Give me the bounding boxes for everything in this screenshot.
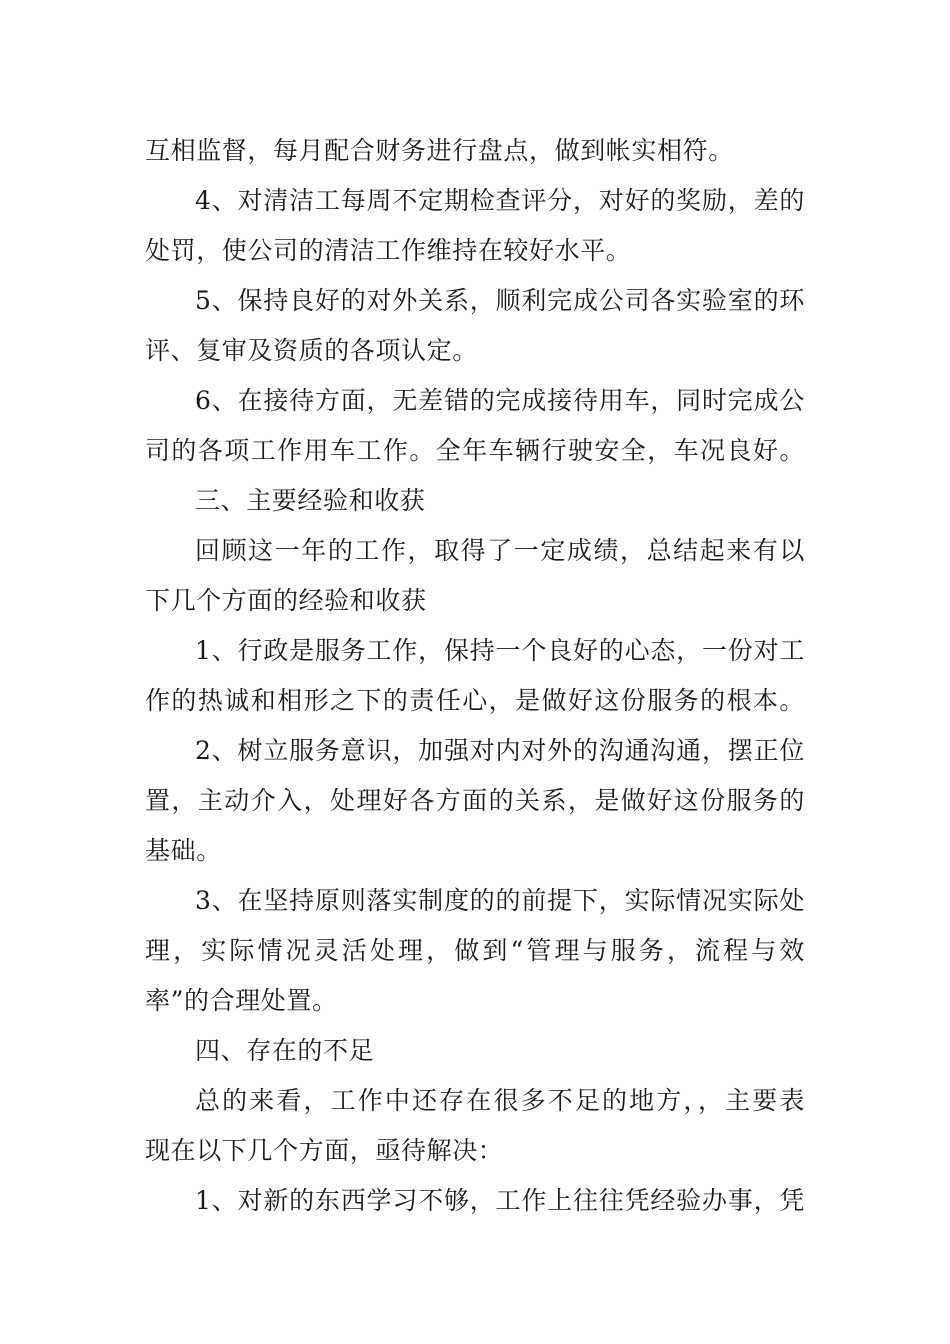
text-line: 率”的合理处置。 [145,986,338,1015]
text-line: 处罚，使公司的清洁工作维持在较好水平。 [145,236,632,265]
text-line: 4、对清洁工每周不定期检查评分，对好的奖励，差的 [195,186,805,215]
text-line: 基础。 [145,836,222,865]
text-line: 互相监督，每月配合财务进行盘点，做到帐实相符。 [145,136,734,165]
text-line: 评、复审及资质的各项认定。 [145,336,478,365]
text-line: 三、主要经验和收获 [195,486,426,515]
text-line: 作的热诚和相形之下的责任心，是做好这份服务的根本。 [145,686,805,715]
text-line: 3、在坚持原则落实制度的的前提下，实际情况实际处 [195,886,805,915]
text-line: 理，实际情况灵活处理，做到“管理与服务，流程与效 [145,936,805,965]
text-line: 6、在接待方面，无差错的完成接待用车，同时完成公 [195,386,805,415]
text-line: 5、保持良好的对外关系，顺利完成公司各实验室的环 [195,286,805,315]
text-line: 回顾这一年的工作，取得了一定成绩，总结起来有以 [195,536,805,565]
text-line: 置，主动介入，处理好各方面的关系，是做好这份服务的 [145,786,805,815]
text-line: 现在以下几个方面，亟待解决： [145,1136,504,1165]
text-line: 2、树立服务意识，加强对内对外的沟通沟通，摆正位 [195,736,805,765]
text-line: 四、存在的不足 [195,1036,375,1065]
text-line: 1、行政是服务工作，保持一个良好的心态，一份对工 [195,636,805,665]
text-line: 1、对新的东西学习不够，工作上往往凭经验办事，凭 [195,1186,805,1215]
text-line: 司的各项工作用车工作。全年车辆行驶安全，车况良好。 [145,436,805,465]
text-line: 下几个方面的经验和收获 [145,586,427,615]
document-body [145,126,805,1226]
text-line: 总的来看，工作中还存在很多不足的地方，，主要表 [195,1086,805,1115]
